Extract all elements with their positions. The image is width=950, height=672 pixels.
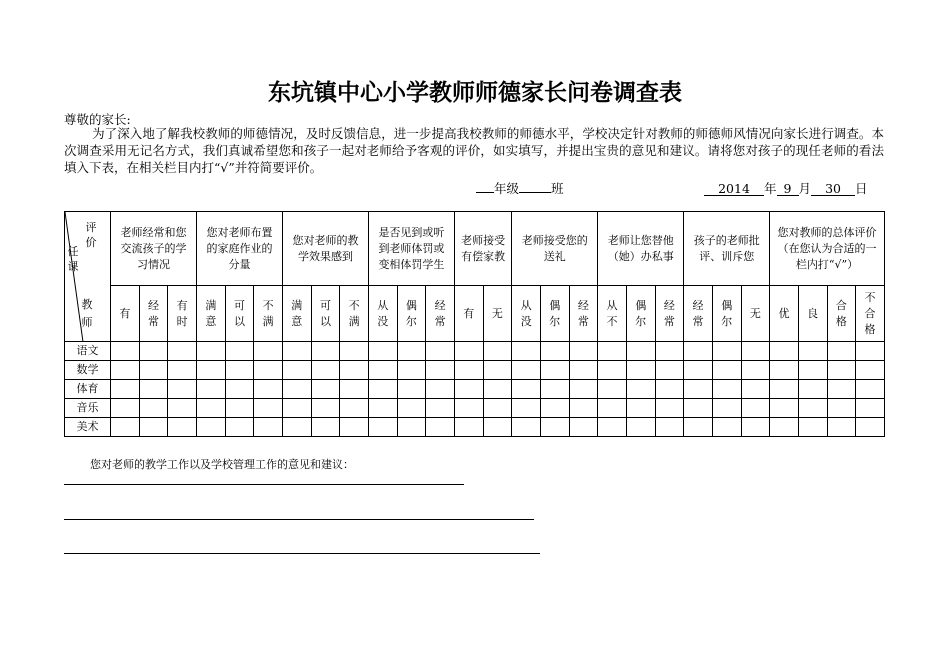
question-text: 您对教师的总体评价（在您认为合适的一栏内打“√”） bbox=[777, 225, 877, 271]
month-label: 月 bbox=[798, 181, 812, 196]
checkbox-cell[interactable] bbox=[684, 399, 713, 418]
opinion-prompt: 您对老师的教学工作以及学校管理工作的意见和建议： bbox=[90, 458, 354, 471]
checkbox-cell[interactable] bbox=[512, 380, 541, 399]
checkbox-cell[interactable] bbox=[741, 418, 770, 437]
corner-top-label: 评价 bbox=[85, 221, 97, 249]
subject-label: 数学 bbox=[65, 361, 111, 380]
checkbox-cell[interactable] bbox=[225, 418, 254, 437]
checkbox-cell[interactable] bbox=[655, 418, 684, 437]
checkbox-cell[interactable] bbox=[168, 418, 197, 437]
checkbox-cell[interactable] bbox=[225, 399, 254, 418]
option-label: 无 bbox=[749, 306, 761, 320]
checkbox-cell[interactable] bbox=[397, 361, 426, 380]
checkbox-cell[interactable] bbox=[340, 342, 369, 361]
class-label: 班 bbox=[551, 181, 564, 196]
checkbox-cell[interactable] bbox=[168, 342, 197, 361]
checkbox-cell[interactable] bbox=[540, 342, 569, 361]
checkbox-cell[interactable] bbox=[655, 399, 684, 418]
option-label: 偶尔 bbox=[721, 298, 733, 328]
option-label: 经常 bbox=[147, 298, 159, 328]
option-header bbox=[483, 286, 512, 342]
option-header bbox=[454, 286, 483, 342]
checkbox-cell[interactable] bbox=[254, 342, 283, 361]
checkbox-cell[interactable] bbox=[741, 399, 770, 418]
option-label: 有时 bbox=[176, 298, 188, 328]
grade-blank[interactable] bbox=[476, 192, 494, 193]
checkbox-cell[interactable] bbox=[340, 361, 369, 380]
option-header bbox=[540, 286, 569, 342]
checkbox-cell[interactable] bbox=[368, 380, 397, 399]
question-header bbox=[770, 212, 885, 286]
checkbox-cell[interactable] bbox=[741, 380, 770, 399]
question-header bbox=[282, 212, 368, 286]
question-header-row bbox=[65, 212, 885, 286]
checkbox-cell[interactable] bbox=[569, 399, 598, 418]
checkbox-cell[interactable] bbox=[111, 342, 140, 361]
checkbox-cell[interactable] bbox=[569, 418, 598, 437]
question-text: 老师经常和您交流孩子的学习情况 bbox=[120, 225, 187, 271]
corner-header bbox=[65, 212, 111, 342]
checkbox-cell[interactable] bbox=[655, 380, 684, 399]
subject-label: 音乐 bbox=[65, 399, 111, 418]
checkbox-cell[interactable] bbox=[340, 399, 369, 418]
intro-paragraph bbox=[64, 125, 884, 176]
option-header bbox=[655, 286, 684, 342]
checkbox-cell[interactable] bbox=[626, 342, 655, 361]
checkbox-cell[interactable] bbox=[512, 342, 541, 361]
checkbox-cell[interactable] bbox=[340, 418, 369, 437]
opinion-line-2[interactable] bbox=[64, 519, 534, 520]
checkbox-cell[interactable] bbox=[368, 418, 397, 437]
checkbox-cell[interactable] bbox=[483, 361, 512, 380]
subject-label: 语文 bbox=[65, 342, 111, 361]
checkbox-cell[interactable] bbox=[454, 380, 483, 399]
checkbox-cell[interactable] bbox=[540, 361, 569, 380]
checkbox-cell[interactable] bbox=[111, 399, 140, 418]
checkbox-cell[interactable] bbox=[397, 399, 426, 418]
checkbox-cell[interactable] bbox=[712, 361, 741, 380]
year-label: 年 bbox=[764, 181, 777, 196]
greeting: 尊敬的家长: bbox=[64, 112, 131, 127]
checkbox-cell[interactable] bbox=[139, 361, 168, 380]
checkbox-cell[interactable] bbox=[655, 361, 684, 380]
day-label: 日 bbox=[855, 181, 868, 196]
option-label: 经常 bbox=[692, 298, 704, 328]
option-label: 偶尔 bbox=[549, 298, 561, 328]
option-label: 经常 bbox=[663, 298, 675, 328]
checkbox-cell[interactable] bbox=[512, 418, 541, 437]
option-label: 经常 bbox=[434, 298, 446, 328]
option-header bbox=[426, 286, 455, 342]
option-label: 合格 bbox=[835, 298, 847, 328]
checkbox-cell[interactable] bbox=[168, 361, 197, 380]
option-header bbox=[197, 286, 226, 342]
page-title: 东坑镇中心小学教师师德家长问卷调查表 bbox=[268, 79, 682, 106]
checkbox-cell[interactable] bbox=[483, 342, 512, 361]
checkbox-cell[interactable] bbox=[197, 342, 226, 361]
option-header bbox=[684, 286, 713, 342]
option-header bbox=[856, 286, 885, 342]
opinion-line-1[interactable] bbox=[64, 484, 464, 485]
checkbox-cell[interactable] bbox=[426, 342, 455, 361]
option-label: 无 bbox=[491, 306, 503, 320]
checkbox-cell[interactable] bbox=[856, 342, 885, 361]
year-value[interactable]: 2014 bbox=[704, 182, 764, 196]
option-label: 从不 bbox=[606, 298, 618, 328]
option-header bbox=[111, 286, 140, 342]
checkbox-cell[interactable] bbox=[197, 361, 226, 380]
checkbox-cell[interactable] bbox=[512, 399, 541, 418]
option-header-row bbox=[65, 286, 885, 342]
checkbox-cell[interactable] bbox=[397, 342, 426, 361]
question-text: 老师让您替他（她）办私事 bbox=[607, 233, 674, 263]
checkbox-cell[interactable] bbox=[311, 380, 340, 399]
checkbox-cell[interactable] bbox=[368, 361, 397, 380]
checkbox-cell[interactable] bbox=[454, 418, 483, 437]
checkbox-cell[interactable] bbox=[282, 418, 311, 437]
checkbox-cell[interactable] bbox=[712, 399, 741, 418]
checkbox-cell[interactable] bbox=[798, 399, 827, 418]
question-text: 您对老师布置的家庭作业的分量 bbox=[206, 225, 273, 271]
checkbox-cell[interactable] bbox=[225, 342, 254, 361]
checkbox-cell[interactable] bbox=[626, 380, 655, 399]
class-blank[interactable] bbox=[519, 192, 551, 193]
option-header bbox=[598, 286, 627, 342]
checkbox-cell[interactable] bbox=[798, 418, 827, 437]
checkbox-cell[interactable] bbox=[282, 361, 311, 380]
question-header bbox=[598, 212, 684, 286]
option-label: 从没 bbox=[520, 298, 532, 328]
checkbox-cell[interactable] bbox=[397, 380, 426, 399]
option-label: 良 bbox=[807, 306, 819, 320]
checkbox-cell[interactable] bbox=[827, 361, 856, 380]
option-label: 优 bbox=[778, 306, 790, 320]
question-text: 孩子的老师批评、训斥您 bbox=[693, 233, 760, 263]
month-value[interactable]: 9 bbox=[777, 182, 799, 196]
option-label: 不满 bbox=[348, 298, 360, 328]
grade-class-line bbox=[476, 179, 564, 197]
checkbox-cell[interactable] bbox=[282, 399, 311, 418]
checkbox-cell[interactable] bbox=[426, 380, 455, 399]
option-label: 满意 bbox=[291, 298, 303, 328]
checkbox-cell[interactable] bbox=[282, 380, 311, 399]
option-label: 不满 bbox=[262, 298, 274, 328]
checkbox-cell[interactable] bbox=[454, 361, 483, 380]
checkbox-cell[interactable] bbox=[197, 418, 226, 437]
option-header bbox=[340, 286, 369, 342]
checkbox-cell[interactable] bbox=[483, 399, 512, 418]
checkbox-cell[interactable] bbox=[512, 361, 541, 380]
subject-label: 美术 bbox=[65, 418, 111, 437]
checkbox-cell[interactable] bbox=[712, 342, 741, 361]
checkbox-cell[interactable] bbox=[827, 399, 856, 418]
checkbox-cell[interactable] bbox=[111, 418, 140, 437]
checkbox-cell[interactable] bbox=[598, 418, 627, 437]
checkbox-cell[interactable] bbox=[684, 342, 713, 361]
opinion-line-3[interactable] bbox=[64, 553, 540, 554]
checkbox-cell[interactable] bbox=[712, 380, 741, 399]
checkbox-cell[interactable] bbox=[254, 361, 283, 380]
checkbox-cell[interactable] bbox=[139, 342, 168, 361]
checkbox-cell[interactable] bbox=[282, 342, 311, 361]
checkbox-cell[interactable] bbox=[454, 399, 483, 418]
checkbox-cell[interactable] bbox=[254, 418, 283, 437]
option-label: 不合格 bbox=[864, 290, 876, 336]
checkbox-cell[interactable] bbox=[340, 380, 369, 399]
option-label: 可以 bbox=[319, 298, 331, 328]
checkbox-cell[interactable] bbox=[827, 380, 856, 399]
question-header bbox=[454, 212, 511, 286]
option-header bbox=[770, 286, 799, 342]
subject-row bbox=[65, 418, 885, 437]
checkbox-cell[interactable] bbox=[856, 380, 885, 399]
subject-row bbox=[65, 399, 885, 418]
date-line bbox=[704, 179, 868, 197]
option-header bbox=[741, 286, 770, 342]
checkbox-cell[interactable] bbox=[770, 380, 799, 399]
subject-label: 体育 bbox=[65, 380, 111, 399]
checkbox-cell[interactable] bbox=[197, 380, 226, 399]
option-header bbox=[225, 286, 254, 342]
checkbox-cell[interactable] bbox=[311, 361, 340, 380]
checkbox-cell[interactable] bbox=[741, 361, 770, 380]
checkbox-cell[interactable] bbox=[254, 399, 283, 418]
checkbox-cell[interactable] bbox=[426, 361, 455, 380]
checkbox-cell[interactable] bbox=[598, 380, 627, 399]
checkbox-cell[interactable] bbox=[426, 418, 455, 437]
checkbox-cell[interactable] bbox=[798, 342, 827, 361]
question-text: 您对老师的教学效果感到 bbox=[292, 233, 359, 263]
checkbox-cell[interactable] bbox=[626, 361, 655, 380]
checkbox-cell[interactable] bbox=[483, 418, 512, 437]
checkbox-cell[interactable] bbox=[626, 418, 655, 437]
option-label: 偶尔 bbox=[405, 298, 417, 328]
checkbox-cell[interactable] bbox=[770, 361, 799, 380]
checkbox-cell[interactable] bbox=[798, 380, 827, 399]
checkbox-cell[interactable] bbox=[598, 342, 627, 361]
checkbox-cell[interactable] bbox=[111, 361, 140, 380]
option-label: 满意 bbox=[205, 298, 217, 328]
checkbox-cell[interactable] bbox=[540, 399, 569, 418]
checkbox-cell[interactable] bbox=[139, 380, 168, 399]
option-header bbox=[254, 286, 283, 342]
checkbox-cell[interactable] bbox=[168, 399, 197, 418]
option-header bbox=[827, 286, 856, 342]
option-header bbox=[139, 286, 168, 342]
intro-text: 为了深入地了解我校教师的师德情况，及时反馈信息，进一步提高我校教师的师德水平，学校决定针对教师的师德师风情况向家长进行调查。本次调查采用无记名方式，我们真诚希望您和孩子一起对老师给予客观的评价，如实填写，并提出宝贵的意见和建议。请将您对孩子的现任老师的看法填入下表，在相关栏目内打“√”并符简要评价。 bbox=[64, 126, 884, 175]
grade-label: 年级 bbox=[494, 181, 520, 196]
checkbox-cell[interactable] bbox=[368, 399, 397, 418]
checkbox-cell[interactable] bbox=[368, 342, 397, 361]
checkbox-cell[interactable] bbox=[626, 399, 655, 418]
checkbox-cell[interactable] bbox=[712, 418, 741, 437]
question-header bbox=[111, 212, 197, 286]
option-header bbox=[512, 286, 541, 342]
checkbox-cell[interactable] bbox=[483, 380, 512, 399]
checkbox-cell[interactable] bbox=[655, 342, 684, 361]
checkbox-cell[interactable] bbox=[684, 418, 713, 437]
option-label: 有 bbox=[463, 306, 475, 320]
checkbox-cell[interactable] bbox=[311, 399, 340, 418]
option-label: 有 bbox=[119, 306, 131, 320]
checkbox-cell[interactable] bbox=[770, 342, 799, 361]
checkbox-cell[interactable] bbox=[856, 399, 885, 418]
checkbox-cell[interactable] bbox=[111, 380, 140, 399]
option-header bbox=[168, 286, 197, 342]
checkbox-cell[interactable] bbox=[770, 399, 799, 418]
checkbox-cell[interactable] bbox=[684, 361, 713, 380]
checkbox-cell[interactable] bbox=[139, 399, 168, 418]
checkbox-cell[interactable] bbox=[827, 418, 856, 437]
checkbox-cell[interactable] bbox=[168, 380, 197, 399]
option-header bbox=[712, 286, 741, 342]
option-label: 偶尔 bbox=[635, 298, 647, 328]
checkbox-cell[interactable] bbox=[397, 418, 426, 437]
checkbox-cell[interactable] bbox=[741, 342, 770, 361]
option-label: 经常 bbox=[577, 298, 589, 328]
option-header bbox=[311, 286, 340, 342]
subject-row bbox=[65, 342, 885, 361]
checkbox-cell[interactable] bbox=[426, 399, 455, 418]
subject-row bbox=[65, 380, 885, 399]
checkbox-cell[interactable] bbox=[598, 361, 627, 380]
subject-row bbox=[65, 361, 885, 380]
checkbox-cell[interactable] bbox=[225, 361, 254, 380]
checkbox-cell[interactable] bbox=[798, 361, 827, 380]
checkbox-cell[interactable] bbox=[197, 399, 226, 418]
checkbox-cell[interactable] bbox=[540, 418, 569, 437]
checkbox-cell[interactable] bbox=[856, 361, 885, 380]
option-label: 从没 bbox=[377, 298, 389, 328]
checkbox-cell[interactable] bbox=[598, 399, 627, 418]
checkbox-cell[interactable] bbox=[770, 418, 799, 437]
corner-left-label: 任课 bbox=[67, 245, 79, 273]
question-text: 老师接受您的送礼 bbox=[521, 233, 588, 263]
checkbox-cell[interactable] bbox=[454, 342, 483, 361]
checkbox-cell[interactable] bbox=[225, 380, 254, 399]
question-header bbox=[197, 212, 283, 286]
checkbox-cell[interactable] bbox=[139, 418, 168, 437]
checkbox-cell[interactable] bbox=[540, 380, 569, 399]
checkbox-cell[interactable] bbox=[684, 380, 713, 399]
checkbox-cell[interactable] bbox=[311, 418, 340, 437]
option-label: 可以 bbox=[233, 298, 245, 328]
question-header bbox=[684, 212, 770, 286]
option-header bbox=[368, 286, 397, 342]
checkbox-cell[interactable] bbox=[569, 361, 598, 380]
question-header bbox=[512, 212, 598, 286]
checkbox-cell[interactable] bbox=[311, 342, 340, 361]
question-text: 老师接受有偿家教 bbox=[461, 233, 506, 263]
checkbox-cell[interactable] bbox=[856, 418, 885, 437]
corner-bottom-label: 教师 bbox=[81, 298, 93, 329]
option-header bbox=[397, 286, 426, 342]
checkbox-cell[interactable] bbox=[569, 342, 598, 361]
option-header bbox=[282, 286, 311, 342]
checkbox-cell[interactable] bbox=[254, 380, 283, 399]
question-header bbox=[368, 212, 454, 286]
day-value[interactable]: 30 bbox=[811, 182, 855, 196]
question-text: 是否见到或听到老师体罚或变相体罚学生 bbox=[378, 225, 445, 271]
checkbox-cell[interactable] bbox=[827, 342, 856, 361]
checkbox-cell[interactable] bbox=[569, 380, 598, 399]
option-header bbox=[569, 286, 598, 342]
survey-table bbox=[64, 211, 885, 437]
option-header bbox=[798, 286, 827, 342]
option-header bbox=[626, 286, 655, 342]
